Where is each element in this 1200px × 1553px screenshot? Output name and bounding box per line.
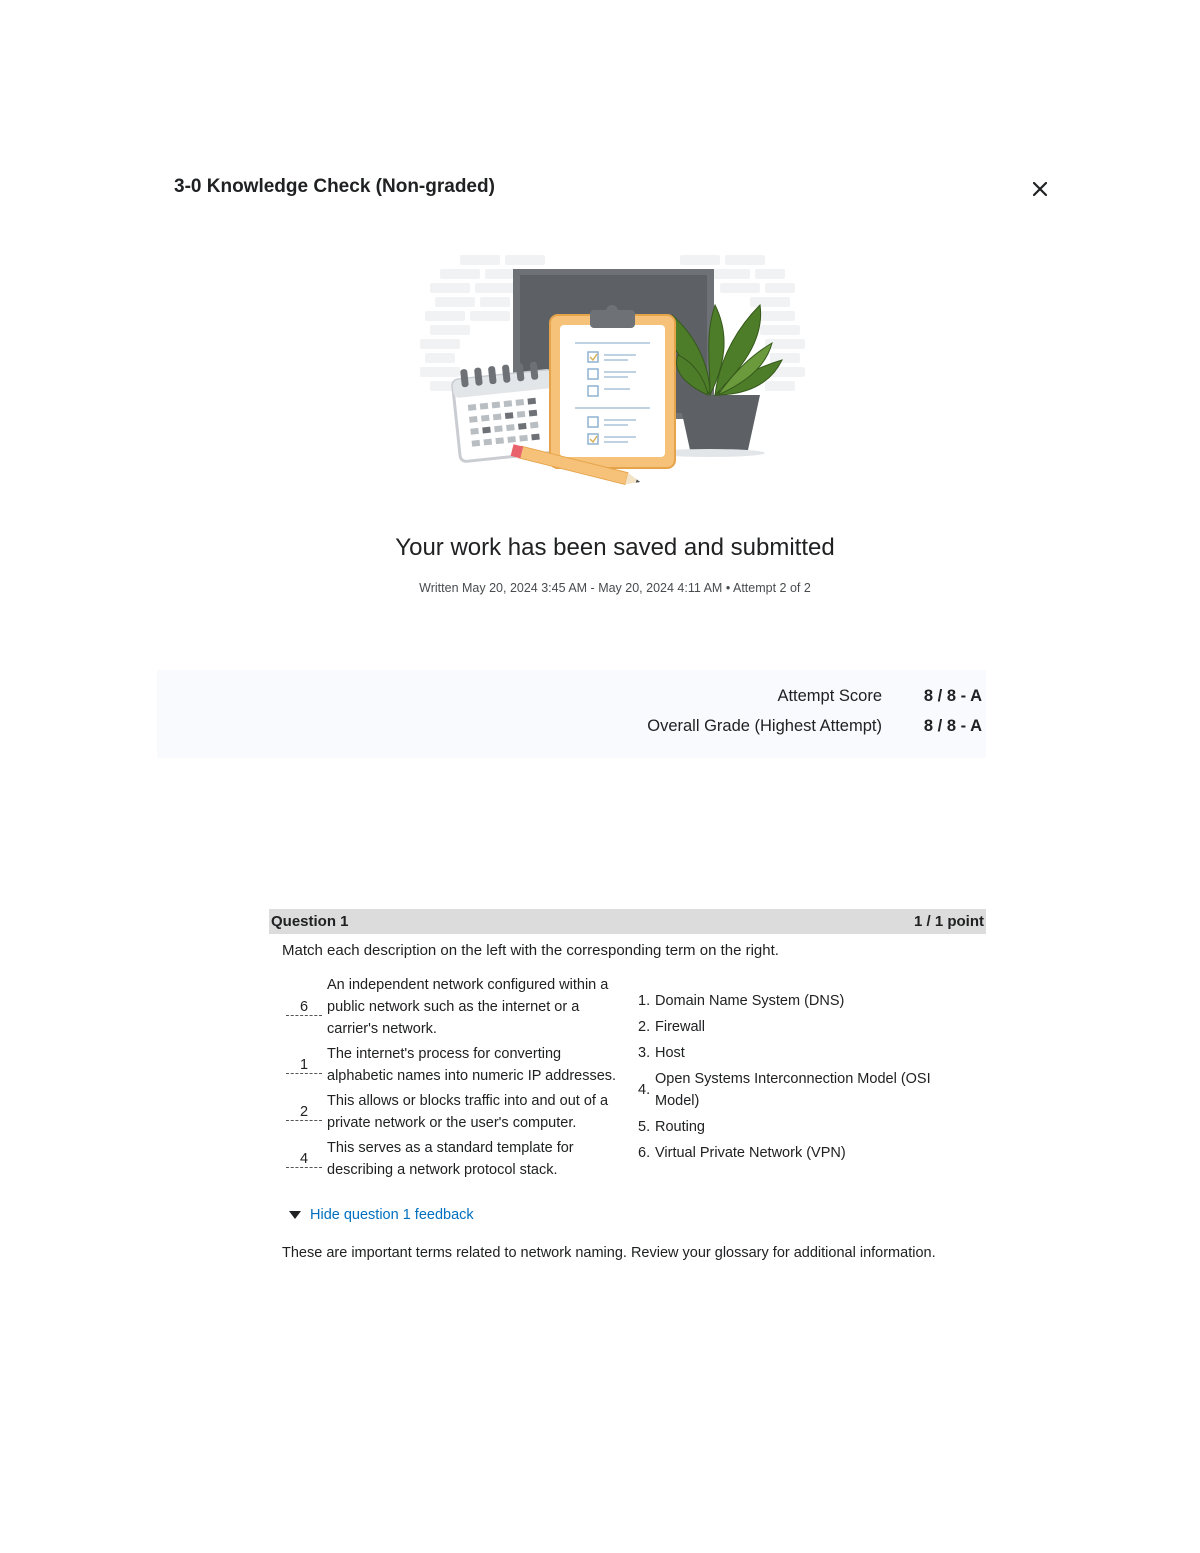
term-text: Host (655, 1045, 685, 1061)
match-item (286, 974, 631, 1040)
overall-grade-label: Overall Grade (Highest Attempt) (647, 717, 882, 735)
match-description: The internet's process for converting alphabetic names into numeric IP addresses. (327, 1046, 617, 1084)
match-description: This allows or blocks traffic into and out of a private network or the user's computer. (327, 1093, 609, 1131)
term-item (638, 1016, 958, 1038)
overall-grade-row (647, 717, 982, 736)
attempt-score-row (777, 687, 982, 706)
overall-grade-value: 8 / 8 - A (923, 717, 982, 735)
question-header (269, 909, 986, 934)
attempt-score-value: 8 / 8 - A (923, 687, 982, 705)
term-number: 3. (638, 1045, 651, 1061)
caret-down-icon (288, 1210, 302, 1220)
match-item (286, 1043, 631, 1087)
term-item (638, 1142, 958, 1164)
score-panel (157, 670, 986, 758)
term-number: 4. (638, 1082, 651, 1098)
match-answer: 1 (286, 1057, 322, 1074)
match-description: This serves as a standard template for describing a network protocol stack. (327, 1140, 574, 1178)
match-descriptions (286, 974, 631, 1181)
question-prompt: Match each description on the left with the corresponding term on the right. (282, 942, 779, 959)
close-icon (1026, 175, 1054, 203)
submission-heading: Your work has been saved and submitted (395, 534, 835, 561)
question-title: Question 1 (271, 913, 349, 930)
term-number: 2. (638, 1019, 651, 1035)
term-text: Open Systems Interconnection Model (OSI Model) (655, 1071, 931, 1109)
hide-feedback-toggle[interactable] (288, 1207, 474, 1223)
term-number: 5. (638, 1119, 651, 1135)
submission-meta: Written May 20, 2024 3:45 AM - May 20, 2024 4:11 AM • Attempt 2 of 2 (419, 581, 811, 595)
submission-illustration (410, 245, 810, 495)
dialog-title: 3-0 Knowledge Check (Non-graded) (174, 176, 495, 197)
match-terms (638, 990, 958, 1168)
term-item (638, 1042, 958, 1064)
match-answer: 2 (286, 1104, 322, 1121)
term-number: 6. (638, 1145, 651, 1161)
match-description: An independent network configured within a public network such as the internet or a carrier's network. (327, 977, 609, 1037)
match-answer: 6 (286, 999, 322, 1016)
match-item (286, 1090, 631, 1134)
term-text: Domain Name System (DNS) (655, 993, 845, 1009)
attempt-score-label: Attempt Score (777, 687, 882, 705)
term-text: Routing (655, 1119, 705, 1135)
question-points: 1 / 1 point (913, 913, 984, 930)
match-item (286, 1137, 631, 1181)
match-answer: 4 (286, 1151, 322, 1168)
term-item (638, 1068, 958, 1112)
hide-feedback-link[interactable]: Hide question 1 feedback (310, 1207, 474, 1223)
term-text: Firewall (655, 1019, 705, 1035)
close-button[interactable] (1026, 175, 1054, 203)
term-number: 1. (638, 993, 651, 1009)
question-feedback: These are important terms related to network naming. Review your glossary for additional information. (282, 1245, 936, 1261)
term-text: Virtual Private Network (VPN) (655, 1145, 846, 1161)
term-item (638, 1116, 958, 1138)
term-item (638, 990, 958, 1012)
